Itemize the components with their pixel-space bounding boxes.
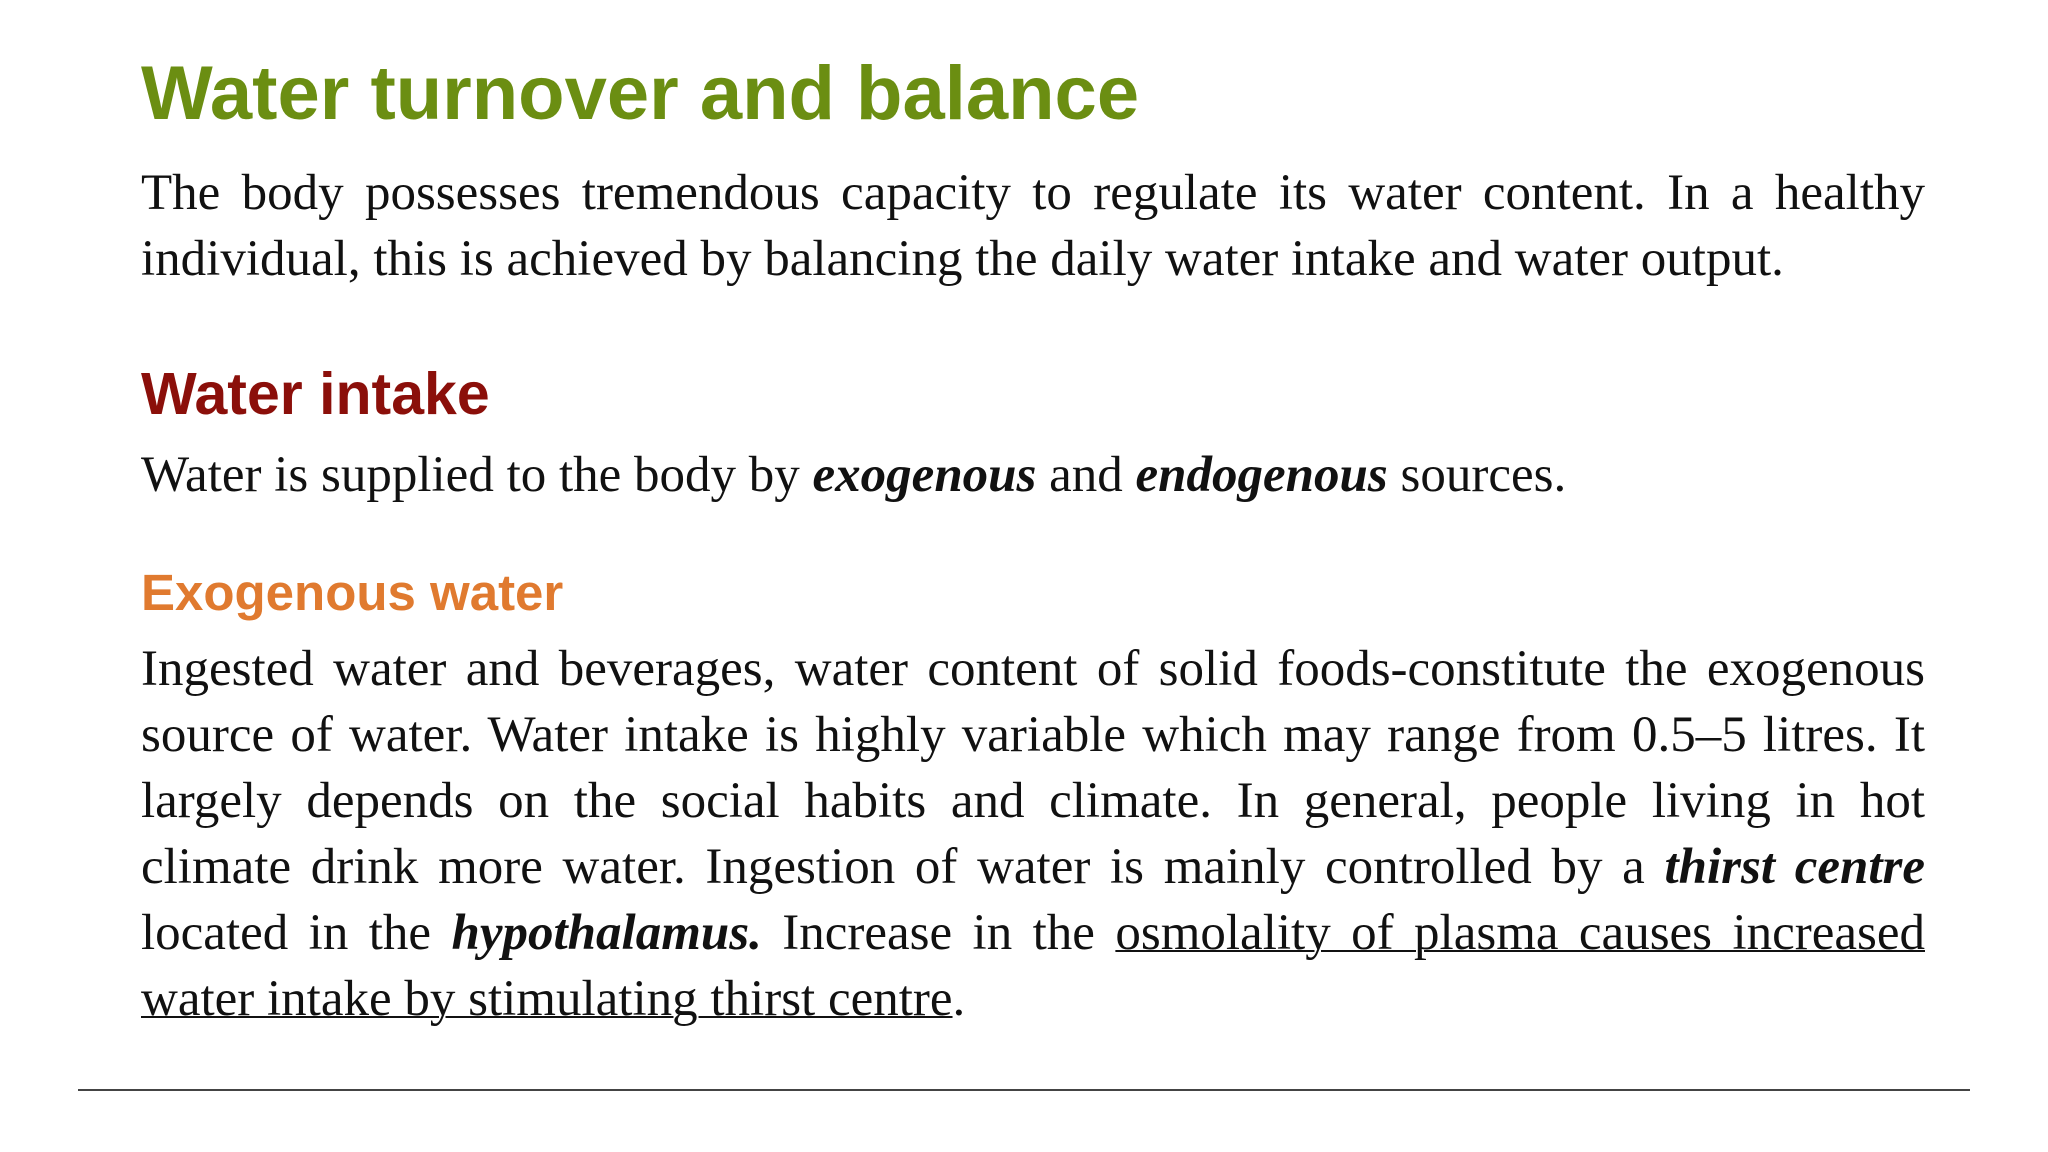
intake-text-3: sources. bbox=[1387, 447, 1567, 503]
intro-paragraph: The body possesses tremendous capacity to regulate its water content. In a healthy individual, this is achieved by balancing the daily water intake and water output. bbox=[141, 165, 1925, 287]
page-title: Water turnover and balance bbox=[141, 51, 1140, 136]
term-endogenous: endogenous bbox=[1135, 447, 1388, 503]
term-exogenous: exogenous bbox=[812, 447, 1037, 503]
intake-text-2: and bbox=[1036, 447, 1136, 503]
exo-text-2: located in the bbox=[141, 905, 452, 961]
exogenous-water-heading: Exogenous water bbox=[141, 564, 564, 621]
term-hypothalamus: hypothalamus. bbox=[451, 905, 762, 961]
bottom-divider bbox=[78, 1089, 1970, 1091]
exo-text-3: Increase in the bbox=[761, 905, 1116, 961]
intake-text-1: Water is supplied to the body by bbox=[141, 447, 813, 503]
water-intake-heading: Water intake bbox=[141, 361, 490, 427]
exo-underlined-text: osmolality of plasma causes increased water intake by stimulating thirst centre bbox=[141, 905, 1925, 1027]
water-intake-paragraph bbox=[141, 442, 1925, 508]
slide-content bbox=[141, 48, 1925, 1032]
term-thirst-centre: thirst centre bbox=[1664, 839, 1926, 895]
exogenous-water-paragraph bbox=[141, 636, 1925, 1032]
exo-text-1: Ingested water and beverages, water content of solid foods-constitute the exogenous source of water. Water intake is highly variable which may range from 0.5–5 litres. It largely depends on the social habits and climate. In general, people living in hot climate drink more water. Ingestion of water is mainly controlled by a bbox=[141, 641, 1925, 895]
exo-text-5: . bbox=[952, 971, 966, 1027]
